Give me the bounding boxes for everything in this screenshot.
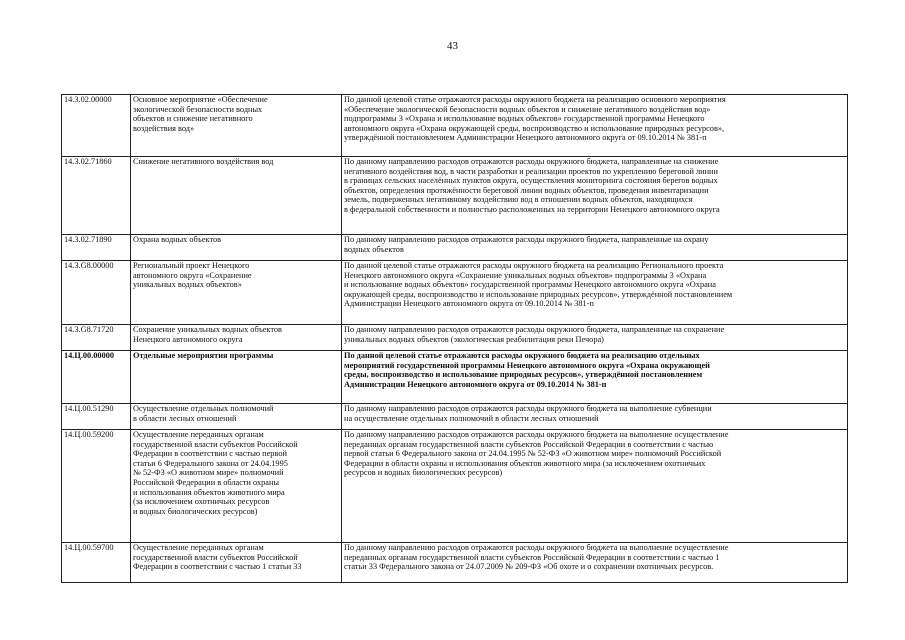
name-cell: Основное мероприятие «Обеспечение экологической безопасности водных объектов и снижение негативного воздействия вод» — [131, 95, 342, 157]
name-cell: Осуществление отдельных полномочий в области лесных отношений — [131, 404, 342, 430]
table-row — [62, 261, 848, 325]
table-row — [62, 157, 848, 235]
table-row — [62, 95, 848, 157]
table-row — [62, 543, 848, 583]
description-cell: По данной целевой статье отражаются расходы окружного бюджета на реализацию Регионального проекта Ненецкого автономного округа «Сохранение уникальных водных объектов» подпрограммы 3 «Охрана и использование водных объектов» государственной программы Ненецкого автономного округа «Охрана окружающей среды, воспроизводство и использование природных ресурсов», утверждённой постановлением Администрации Ненецкого автономного округа от 09.10.2014 № 381-п — [342, 261, 848, 325]
code-cell: 14.Ц.00.59700 — [62, 543, 131, 583]
description-cell: По данному направлению расходов отражаются расходы окружного бюджета на выполнение осуществление переданных органам государственной власти субъектов Российской Федерации в соответствии с частью первой статьи 6 Федерального закона от 24.04.1995 № 52-ФЗ «О животном мире» полномочий Российской Федерации в области охраны и использования объектов животного мира (за исключением охотничьих ресурсов и водных биологических ресурсов) — [342, 430, 848, 543]
name-cell: Охрана водных объектов — [131, 235, 342, 261]
name-cell: Осуществление переданных органам государственной власти субъектов Российской Федерации в соответствии с частью 1 статьи 33 — [131, 543, 342, 583]
code-cell: 14.3.G8.00000 — [62, 261, 131, 325]
code-cell: 14.Ц.00.51290 — [62, 404, 131, 430]
name-cell: Снижение негативного воздействия вод — [131, 157, 342, 235]
code-cell: 14.3.02.71860 — [62, 157, 131, 235]
description-cell: По данному направлению расходов отражаются расходы окружного бюджета, направленные на сохранение уникальных водных объектов (экологическая реабилитация реки Печора) — [342, 325, 848, 351]
table-row — [62, 430, 848, 543]
table-row — [62, 325, 848, 351]
table-row — [62, 235, 848, 261]
code-cell: 14.3.02.71890 — [62, 235, 131, 261]
code-cell: 14.Ц.00.00000 — [62, 351, 131, 404]
table-row — [62, 351, 848, 404]
name-cell: Сохранение уникальных водных объектов Ненецкого автономного округа — [131, 325, 342, 351]
description-cell: По данному направлению расходов отражаются расходы окружного бюджета на выполнение осуществление переданных органам государственной власти субъектов Российской Федерации в соответствии с частью 1 статьи 33 Федерального закона от 24.07.2009 № 209-ФЗ «Об охоте и о сохранении охотничьих ресурсов. — [342, 543, 848, 583]
code-cell: 14.3.02.00000 — [62, 95, 131, 157]
name-cell: Осуществление переданных органам государственной власти субъектов Российской Федерации в соответствии с частью первой статьи 6 Федерального закона от 24.04.1995 № 52-ФЗ «О животном мире» полномочий Российской Федерации в области охраны и использования объектов животного мира (за исключением охотничьих ресурсов и водных биологических ресурсов) — [131, 430, 342, 543]
budget-classification-table — [61, 94, 848, 583]
code-cell: 14.Ц.00.59200 — [62, 430, 131, 543]
page-number: 43 — [447, 40, 458, 52]
description-cell: По данной целевой статье отражаются расходы окружного бюджета на реализацию основного мероприятия «Обеспечение экологической безопасности водных объектов и снижение негативного воздействия вод» подпрограммы 3 «Охрана и использование водных объектов» государственной программы Ненецкого автономного округа «Охрана окружающей среды, воспроизводство и использование природных ресурсов», утверждённой постановлением Администрации Ненецкого автономного округа от 09.10.2014 № 381-п — [342, 95, 848, 157]
name-cell: Отдельные мероприятия программы — [131, 351, 342, 404]
name-cell: Региональный проект Ненецкого автономного округа «Сохранение уникальных водных объектов» — [131, 261, 342, 325]
description-cell: По данному направлению расходов отражаются расходы окружного бюджета, направленные на охрану водных объектов — [342, 235, 848, 261]
code-cell: 14.3.G8.71720 — [62, 325, 131, 351]
description-cell: По данной целевой статье отражаются расходы окружного бюджета на реализацию отдельных мероприятий государственной программы Ненецкого автономного округа «Охрана окружающей среды, воспроизводство и использование природных ресурсов», утверждённой постановлением Администрации Ненецкого автономного округа от 09.10.2014 № 381-п — [342, 351, 848, 404]
table-row — [62, 404, 848, 430]
description-cell: По данному направлению расходов отражаются расходы окружного бюджета, направленные на снижение негативного воздействия вод, в части разработки и реализации проектов по укреплению береговой линии в границах сельских населённых пунктов округа, осуществления мониторинга состояния берегов водных объектов, определения протяжённости береговой линии водных объектов, проведения инвентаризации земель, подверженных негативному воздействию вод в отношении водных объектов, находящихся в федеральной собственности и полностью расположенных на территории Ненецкого автономного округа — [342, 157, 848, 235]
description-cell: По данному направлению расходов отражаются расходы окружного бюджета на выполнение субвенции на осуществление отдельных полномочий в области лесных отношений — [342, 404, 848, 430]
